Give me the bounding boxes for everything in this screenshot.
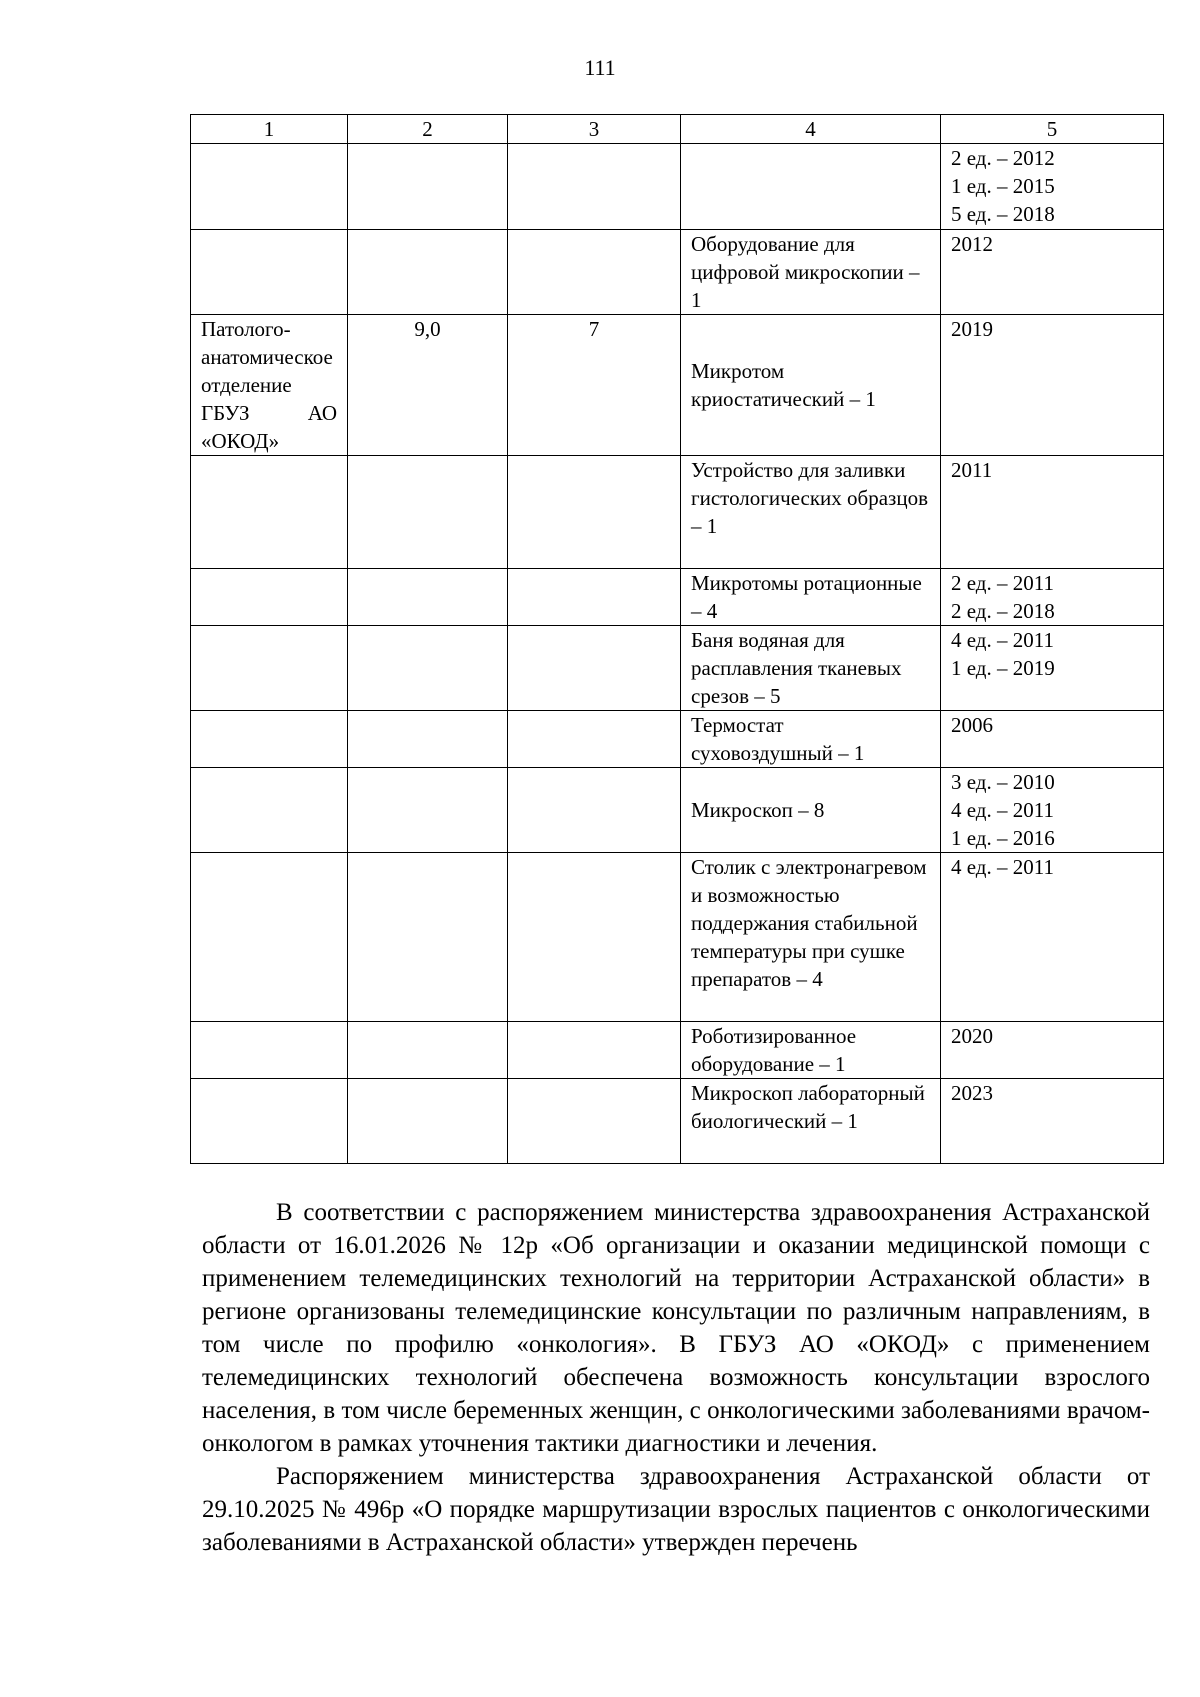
header-cell-4: 4 (681, 115, 941, 144)
cell-department (191, 1079, 348, 1164)
cell-col3 (508, 626, 681, 711)
cell-col2 (348, 626, 508, 711)
cell-department (191, 853, 348, 1022)
table-row (191, 315, 1164, 456)
paragraph-telemedicine: В соответствии с распоряжением министерства здравоохранения Астраханской области от 16.01.2026 № 12р «Об организации и оказании медицинской помощи с применением телемедицинских технологий на территории Астраханской области» в регионе организованы телемедицинские консультации по различным направлениям, в том числе по профилю «онкология». В ГБУЗ АО «ОКОД» с применением телемедицинских технологий обеспечена возможность консультации взрослого населения, в том числе беременных женщин, с онкологическими заболеваниями врачом-онкологом в рамках уточнения тактики диагностики и лечения. (202, 1199, 1150, 1457)
table-row (191, 1022, 1164, 1079)
cell-years: 2019 (941, 315, 1164, 456)
cell-col3 (508, 768, 681, 853)
table-row (191, 768, 1164, 853)
cell-equipment: Столик с электронагревом и возможностью поддержания стабильной температуры при сушке препаратов – 4 (681, 853, 941, 1022)
cell-equipment: Микротом криостатический – 1 (681, 315, 941, 456)
cell-department (191, 144, 348, 230)
cell-equipment: Баня водяная для расплавления тканевых срезов – 5 (681, 626, 941, 711)
header-cell-2: 2 (348, 115, 508, 144)
table-row (191, 144, 1164, 230)
cell-col2 (348, 853, 508, 1022)
table-row (191, 230, 1164, 315)
cell-years: 2023 (941, 1079, 1164, 1164)
cell-department (191, 230, 348, 315)
cell-equipment: Микротомы ротационные – 4 (681, 569, 941, 626)
cell-col2 (348, 230, 508, 315)
cell-years: 2 ед. – 2011 2 ед. – 2018 (941, 569, 1164, 626)
cell-col3 (508, 1079, 681, 1164)
header-cell-5: 5 (941, 115, 1164, 144)
cell-department (191, 569, 348, 626)
cell-col2 (348, 569, 508, 626)
cell-col3 (508, 230, 681, 315)
table-row (191, 1079, 1164, 1164)
table-header-row (191, 115, 1164, 144)
table-row (191, 569, 1164, 626)
cell-col2 (348, 1022, 508, 1079)
cell-department (191, 1022, 348, 1079)
cell-equipment: Микроскоп лабораторный биологический – 1 (681, 1079, 941, 1164)
cell-col2 (348, 456, 508, 569)
table-row (191, 853, 1164, 1022)
cell-years: 2012 (941, 230, 1164, 315)
cell-years: 4 ед. – 2011 1 ед. – 2019 (941, 626, 1164, 711)
cell-col3: 7 (508, 315, 681, 456)
page-number: 111 (584, 55, 616, 80)
cell-department (191, 456, 348, 569)
table-row (191, 711, 1164, 768)
cell-col3 (508, 1022, 681, 1079)
cell-equipment: Устройство для заливки гистологических образцов – 1 (681, 456, 941, 569)
cell-col2 (348, 711, 508, 768)
cell-equipment: Микроскоп – 8 (681, 768, 941, 853)
cell-col2: 9,0 (348, 315, 508, 456)
paragraph-routing: Распоряжением министерства здравоохранения Астраханской области от 29.10.2025 № 496р «О порядке маршрутизации взрослых пациентов с онкологическими заболеваниями в Астраханской области» утвержден перечень (202, 1463, 1150, 1556)
cell-years: 2 ед. – 2012 1 ед. – 2015 5 ед. – 2018 (941, 144, 1164, 230)
cell-col3 (508, 569, 681, 626)
cell-col3 (508, 711, 681, 768)
equipment-table (190, 114, 1164, 1164)
cell-years: 2011 (941, 456, 1164, 569)
cell-col2 (348, 144, 508, 230)
cell-department (191, 711, 348, 768)
cell-equipment (681, 144, 941, 230)
cell-col3 (508, 456, 681, 569)
cell-equipment: Оборудование для цифровой микроскопии – 1 (681, 230, 941, 315)
cell-years: 2006 (941, 711, 1164, 768)
cell-equipment: Термостат суховоздушный – 1 (681, 711, 941, 768)
cell-years: 2020 (941, 1022, 1164, 1079)
header-cell-1: 1 (191, 115, 348, 144)
cell-years: 3 ед. – 2010 4 ед. – 2011 1 ед. – 2016 (941, 768, 1164, 853)
cell-equipment: Роботизированное оборудование – 1 (681, 1022, 941, 1079)
cell-years: 4 ед. – 2011 (941, 853, 1164, 1022)
table-row (191, 456, 1164, 569)
header-cell-3: 3 (508, 115, 681, 144)
body-text (202, 1196, 1150, 1559)
cell-department (191, 768, 348, 853)
cell-col3 (508, 144, 681, 230)
cell-department: Патолого-анатомическое отделение ГБУЗ АО «ОКОД» (191, 315, 348, 456)
cell-col2 (348, 768, 508, 853)
cell-col3 (508, 853, 681, 1022)
table-row (191, 626, 1164, 711)
cell-col2 (348, 1079, 508, 1164)
cell-department (191, 626, 348, 711)
